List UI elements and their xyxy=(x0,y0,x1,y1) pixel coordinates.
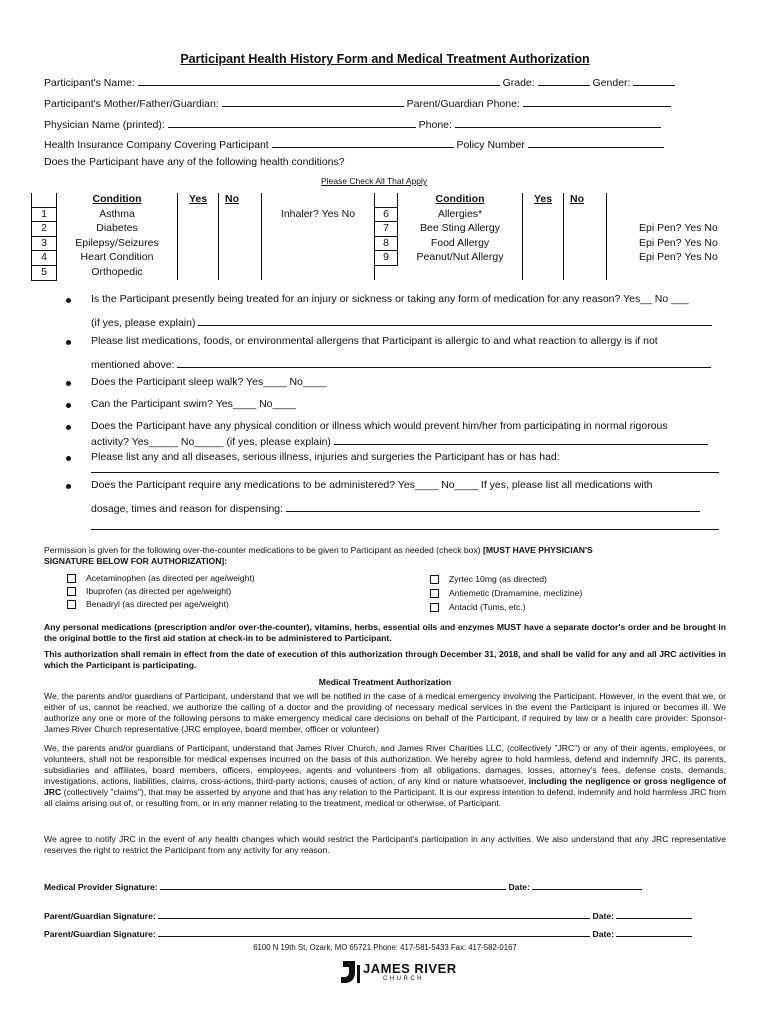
list-item[interactable]: Antacid (Tums, etc.) xyxy=(430,600,582,614)
no-cell[interactable] xyxy=(564,207,607,222)
list-item[interactable]: Ibuprofen (as directed per age/weight) xyxy=(67,585,255,598)
medications-label: dosage, times and reason for dispensing: xyxy=(91,503,284,515)
checkbox[interactable] xyxy=(67,600,76,609)
liability-paragraph: We, the parents and/or guardians of Participant, understand that James River Church, and James River Charities LLC, (collectively "JRC") or any of their agents, employees, or volunteers, shall not be responsible for medical expenses incurred on the basis of this authorization. We hereby agree to hold harmless, defend and indemnify JRC, its parents, subsidiaries and affiliates, board members, officers, employees, agents and volunteers from all obligations, damages, losses, attorney's fees, defense costs, demands, investigations, actions, liabilities, claims, cross-actions, third-party actions, causes of action, of any kind or nature whatsoever, including the negligence or gross negligence of JRC (collectively "claims"), that may be asserted by anyone and that has any relation to the Participant. It is our express intention to defend, indemnify and hold harmless JRC from all claims arising out of, or resulting from, or in any manner relating to the treatment, medical or otherwise, of Participant. xyxy=(44,743,727,808)
notification-paragraph: We, the parents and/or guardians of Participant, understand that we will be notified in the case of a medical emergency involving the Participant. However, in the event that we, or either of us, cannot be reached, we authorize the calling of a doctor and the providing of necessary medical services in the event the Participant is injured or becomes ill. We authorize any one or more of the following persons to make emergency medical care decisions on behalf of the Participant, if required by law or a health care provider: Sponsor-James River Church representative (JRC employee, board member, officer or volunteer) xyxy=(44,691,726,734)
guardian-row xyxy=(44,95,671,110)
phone-input[interactable] xyxy=(455,116,661,128)
condition-name: Heart Condition xyxy=(80,251,154,264)
gender-label: Gender: xyxy=(592,77,631,89)
bullet-dot xyxy=(66,381,71,386)
parent-date-input-1[interactable] xyxy=(616,907,692,919)
james-river-logo xyxy=(339,959,457,985)
footer-address: 6100 N 19th St, Ozark, MO 65721 Phone: 417-581-5433 Fax: 417-582-0167 xyxy=(253,943,517,952)
yes-cell[interactable] xyxy=(178,265,219,280)
permission-text: Permission is given for the following over-the-counter medications to be given to Participant as needed (check box) [MUST HAVE PHYSICIAN'S SIGNATURE BELOW FOR AUTHORIZATION]: xyxy=(44,545,593,566)
bullet-dot xyxy=(66,298,71,303)
diseases-question: Please list any and all diseases, serious illness, injuries and surgeries the Participant has or has had: xyxy=(91,451,560,463)
row-number: 5 xyxy=(32,265,57,280)
no-cell[interactable] xyxy=(564,236,607,251)
yes-cell[interactable] xyxy=(523,236,564,251)
list-item[interactable]: Zyrtec 10mg (as directed) xyxy=(430,572,582,586)
treatment-explain-label: (if yes, please explain) xyxy=(91,317,196,329)
treatment-question: Is the Participant presently being treated for an injury or sickness or taking any form of medication for any reason? Yes__ No ___ xyxy=(91,293,689,305)
no-cell[interactable] xyxy=(219,222,262,237)
yes-cell[interactable] xyxy=(523,207,564,222)
policy-label: Policy Number xyxy=(456,139,525,151)
epipen-question[interactable] xyxy=(607,207,734,222)
swim-question: Can the Participant swim? Yes____ No____ xyxy=(91,398,296,410)
participant-name-input[interactable] xyxy=(138,74,500,86)
otc-right-list xyxy=(430,572,582,614)
parent-signature-row-2: Parent/Guardian Signature: Date: xyxy=(44,925,692,939)
otc-left-list xyxy=(67,572,255,611)
allergens-row xyxy=(91,356,711,371)
gender-input[interactable] xyxy=(633,74,675,86)
allergens-question: Please list medications, foods, or environmental allergens that Participant is allergic to and what reaction to allergy is if not xyxy=(91,335,658,347)
medications-question: Does the Participant require any medications to be administered? Yes____ No____ If yes, please list all medications with xyxy=(91,479,653,491)
check-all-note: Please Check All That Apply xyxy=(321,176,428,186)
physical-condition-question: Does the Participant have any physical condition or illness which would prevent him/her from participating in normal rigorous xyxy=(91,420,668,432)
allergens-input[interactable] xyxy=(177,356,711,368)
checkbox[interactable] xyxy=(67,587,76,596)
table-row xyxy=(32,236,734,251)
row-number: 4 xyxy=(32,251,57,266)
condition-header-right: Condition xyxy=(435,193,485,206)
guardian-input[interactable] xyxy=(222,95,404,107)
list-item[interactable]: Antiemetic (Dramamine, meclizine) xyxy=(430,586,582,600)
no-cell[interactable] xyxy=(564,222,607,237)
bullet-dot xyxy=(66,340,71,345)
row-number: 7 xyxy=(375,222,398,237)
no-cell[interactable] xyxy=(219,236,262,251)
form-title: Participant Health History Form and Medical Treatment Authorization xyxy=(180,52,590,66)
bullet-dot xyxy=(66,403,71,408)
health-changes-paragraph: We agree to notify JRC in the event of any health changes which would restrict the Participant's participation in any activities. We also understand that any JRC representative reserves the right to restrict the Participant from any activity for any reason. xyxy=(44,834,726,855)
condition-name: Peanut/Nut Allergy xyxy=(416,251,504,264)
row-number: 3 xyxy=(32,236,57,251)
epipen-question[interactable]: Epi Pen? Yes No xyxy=(607,251,734,266)
bullet-dot xyxy=(66,425,71,430)
yes-cell[interactable] xyxy=(178,207,219,222)
medications-row xyxy=(91,500,700,515)
yes-cell[interactable] xyxy=(523,222,564,237)
physician-input[interactable] xyxy=(168,116,416,128)
insurance-input[interactable] xyxy=(272,136,454,148)
grade-input[interactable] xyxy=(538,74,590,86)
condition-name: Orthopedic xyxy=(91,265,143,278)
table-row xyxy=(32,222,734,237)
no-cell[interactable] xyxy=(219,251,262,266)
sleepwalk-question: Does the Participant sleep walk? Yes____ No____ xyxy=(91,376,327,388)
treatment-explain-input[interactable] xyxy=(198,314,712,326)
guardian-label: Participant's Mother/Father/Guardian: xyxy=(44,98,219,110)
insurance-label: Health Insurance Company Covering Participant xyxy=(44,139,269,151)
checkbox[interactable] xyxy=(430,603,439,612)
no-header-left: No xyxy=(219,193,262,207)
conditions-question: Does the Participant have any of the following health conditions? xyxy=(44,156,345,168)
row-number: 2 xyxy=(32,222,57,237)
logo-subtext: CHURCH xyxy=(383,976,424,982)
treatment-explain-row xyxy=(91,314,712,329)
list-item[interactable]: Benadryl (as directed per age/weight) xyxy=(67,598,255,611)
parent-signature-input-1[interactable] xyxy=(158,907,590,919)
table-row xyxy=(32,207,734,222)
checkbox[interactable] xyxy=(67,574,76,583)
condition-name: Bee Sting Allergy xyxy=(420,222,500,235)
yes-cell[interactable] xyxy=(178,222,219,237)
condition-name: Diabetes xyxy=(96,222,138,235)
parent-date-input-2[interactable] xyxy=(616,925,692,937)
condition-name: Asthma xyxy=(99,207,135,220)
parent-signature-input-2[interactable] xyxy=(158,925,590,937)
parent-signature-row-1: Parent/Guardian Signature: Date: xyxy=(44,907,692,921)
bullet-dot xyxy=(66,484,71,489)
phone-label: Phone: xyxy=(418,119,452,131)
personal-medications-notice: Any personal medications (prescription and/or over-the-counter), vitamins, herbs, essential oils and enzymes MUST have a separate doctor's order and be brought in the original bottle to the first aid station at check-in to be administered to Participant. xyxy=(44,622,726,643)
row-number: 9 xyxy=(375,251,398,266)
no-header-right: No xyxy=(564,193,607,207)
conditions-table xyxy=(31,193,733,281)
grade-label: Grade: xyxy=(502,77,535,89)
condition-header-left: Condition xyxy=(92,193,142,206)
row-number: 8 xyxy=(375,236,398,251)
row-number: 1 xyxy=(32,207,57,222)
epipen-question[interactable]: Epi Pen? Yes No xyxy=(607,236,734,251)
physical-condition-label: activity? Yes_____ No_____ (if yes, please explain) xyxy=(91,436,331,448)
mta-heading: Medical Treatment Authorization xyxy=(318,677,452,687)
participant-name-label: Participant's Name: xyxy=(44,77,135,89)
checkbox[interactable] xyxy=(430,575,439,584)
no-cell[interactable] xyxy=(564,251,607,266)
diseases-input[interactable] xyxy=(91,461,719,473)
condition-name: Food Allergy xyxy=(430,236,490,249)
no-cell[interactable] xyxy=(219,265,262,280)
physician-label: Physician Name (printed): xyxy=(44,119,165,131)
insurance-row xyxy=(44,136,664,151)
epipen-question[interactable]: Epi Pen? Yes No xyxy=(607,222,734,237)
logo-mark-icon xyxy=(339,959,361,985)
logo-text: JAMES RIVER xyxy=(363,961,457,976)
medications-input[interactable] xyxy=(286,500,700,512)
no-cell[interactable] xyxy=(219,207,262,222)
yes-cell[interactable] xyxy=(178,236,219,251)
physical-condition-row xyxy=(91,433,708,448)
inhaler-question[interactable]: Inhaler? Yes No xyxy=(262,207,375,222)
condition-name: Epilepsy/Seizures xyxy=(75,236,159,249)
yes-header-left: Yes xyxy=(178,193,219,207)
condition-name: Allergies* xyxy=(437,207,483,220)
medical-signature-row: Medical Provider Signature: Date: xyxy=(44,878,642,892)
physician-row xyxy=(44,116,661,131)
table-row xyxy=(32,265,734,280)
physical-condition-input[interactable] xyxy=(334,433,708,445)
checkbox[interactable] xyxy=(430,589,439,598)
yes-header-right: Yes xyxy=(523,193,564,207)
list-item[interactable]: Acetaminophen (as directed per age/weight) xyxy=(67,572,255,585)
policy-input[interactable] xyxy=(528,136,664,148)
guardian-phone-label: Parent/Guardian Phone: xyxy=(406,98,520,110)
medical-date-input[interactable] xyxy=(532,878,642,890)
medications-input-extra[interactable] xyxy=(91,518,719,530)
yes-cell[interactable] xyxy=(178,251,219,266)
table-row xyxy=(32,251,734,266)
bullet-dot xyxy=(66,456,71,461)
allergens-label: mentioned above: xyxy=(91,359,175,371)
medical-signature-input[interactable] xyxy=(160,878,506,890)
yes-cell[interactable] xyxy=(523,251,564,266)
authorization-duration-notice: This authorization shall remain in effect from the date of execution of this authorization through December 31, 2018, and shall be valid for any and all JRC activities in which the Participant is participating. xyxy=(44,649,726,670)
guardian-phone-input[interactable] xyxy=(523,95,671,107)
participant-name-row xyxy=(44,74,675,89)
row-number: 6 xyxy=(375,207,398,222)
